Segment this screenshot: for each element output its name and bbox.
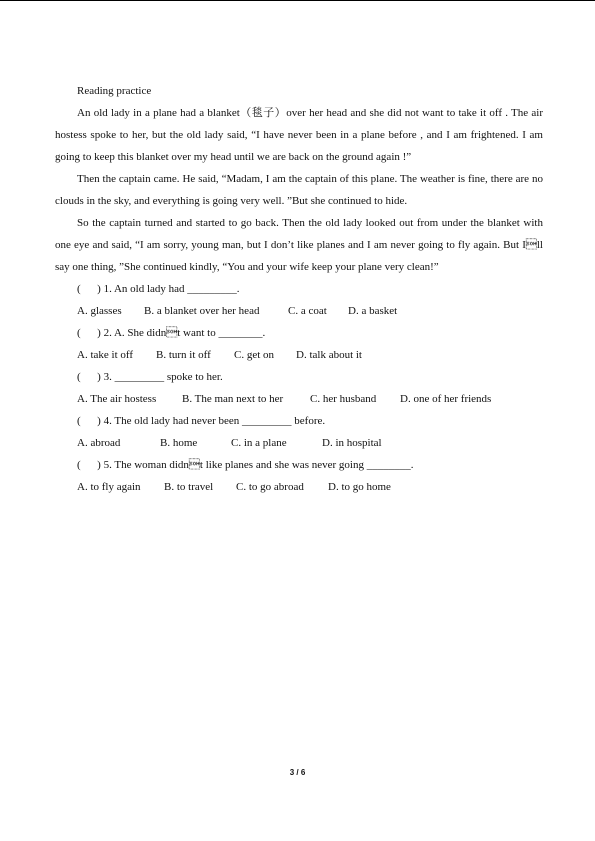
question-stem: ( ) 4. The old lady had never been _________ before. (77, 415, 326, 427)
option-c: C. get on (234, 349, 275, 361)
option-a: A. to fly again (77, 481, 141, 493)
option-b: B. a blanket over her head (144, 305, 260, 317)
question-options (55, 300, 543, 322)
question-stem: ( ) 1. An old lady had _________. (77, 283, 240, 295)
option-b: B. The man next to her (182, 393, 284, 405)
question-options (55, 388, 543, 410)
question-1 (55, 278, 543, 322)
passage-paragraph-3: So the captain turned and started to go back. Then the old lady looked out from under the blanket with one eye and said, “I am sorry, young man, but I don’t like planes and I am never going to fly again. But Ill say one thing, ”She continued kindly, “You and your wife keep your plane very clean!” (55, 217, 543, 273)
question-options (55, 432, 543, 454)
question-5 (55, 454, 543, 498)
document-body (55, 80, 543, 498)
option-d: D. a basket (348, 305, 398, 317)
option-d: D. talk about it (296, 349, 362, 361)
option-d: D. in hospital (322, 437, 382, 449)
option-c: C. a coat (288, 305, 327, 317)
option-b: B. to travel (164, 481, 214, 493)
option-b: B. turn it off (156, 349, 211, 361)
question-stem: ( ) 5. The woman didnt like planes and she was never going ________. (77, 459, 414, 471)
option-c: C. her husband (310, 393, 377, 405)
passage-paragraph-1: An old lady in a plane had a blanket（毯子）over her head and she did not want to take it off . The air hostess spoke to her, but the old lady said, “I have never been in a plane before , and I am frightened. I am going to keep this blanket over my head until we are back on the ground again !” (55, 107, 543, 163)
question-3 (55, 366, 543, 410)
option-a: A. The air hostess (77, 393, 157, 405)
option-a: A. glasses (77, 305, 122, 317)
option-c: C. in a plane (231, 437, 287, 449)
option-a: A. take it off (77, 349, 134, 361)
option-d: D. one of her friends (400, 393, 492, 405)
question-4 (55, 410, 543, 454)
option-d: D. to go home (328, 481, 391, 493)
top-rule (0, 0, 595, 1)
section-heading: Reading practice (77, 85, 152, 97)
option-a: A. abroad (77, 437, 121, 449)
question-2 (55, 322, 543, 366)
option-b: B. home (160, 437, 198, 449)
question-options (55, 476, 543, 498)
question-stem: ( ) 3. _________ spoke to her. (77, 371, 223, 383)
passage-paragraph-2: Then the captain came. He said, “Madam, I am the captain of this plane. The weather is fine, there are no clouds in the sky, and everything is going very well. ”But she continued to hide. (55, 173, 543, 207)
page-number: 3 / 6 (289, 768, 306, 777)
question-options (55, 344, 543, 366)
option-c: C. to go abroad (236, 481, 304, 493)
question-stem: ( ) 2. A. She didnt want to ________. (77, 327, 266, 339)
